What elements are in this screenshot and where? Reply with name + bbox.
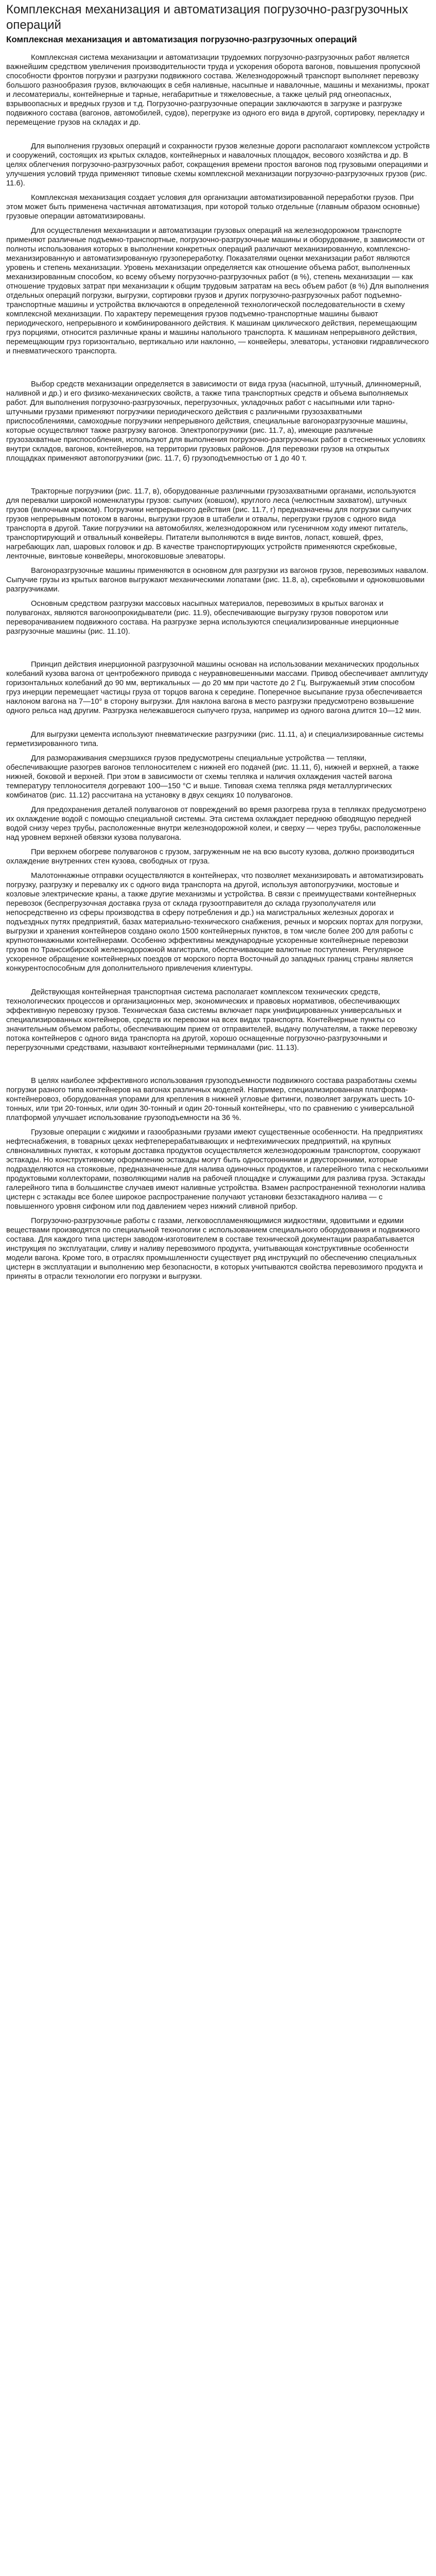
- paragraph: Малотоннажные отправки осуществляются в контейнерах, что позволяет механизировать и автоматизировать погрузку, разгрузку и перевалку их с одного вида транспорта на другой, используя автопогрузчики, мостовые и козловые электрические краны, а также другие механизмы и устройства. В связи с преимуществами контейнерных перевозок (беспрегрузочная доставка груза от склада грузоотправителя до склада грузополучателя или непосредственно из сферы производства в сферу потребления и др.) на магистральных железных дорогах и подъездных путях предприятий, базах материально-технического снабжения, речных и морских портах для погрузки, выгрузки и хранения контейнеров создано около 1500 контейнерных пунктов, в том числе более 200 для работы с крупнотоннажными контейнерами. Особенно эффективны международные ускоренные контейнерные перевозки грузов по Транссибирской железнодорожной магистрали, обеспечивающие валютные поступления. Регулярное ускоренное обращение контейнерных поездов от морского порта Восточный до западных границ страны является конкурентоспособным для дополнительного привлечения клиентуры.: [6, 872, 424, 973]
- paragraph: Погрузочно-разгрузочные работы с газами, легковоспламеняющимися жидкостями, ядовитыми и едкими веществами производятся по специальной технологии с использованием специального оборудования и подвижного состава. Для каждого типа цистерн заводом-изготовителем в составе технической документации разрабатывается инструкция по эксплуатации, сливу и наливу перевозимого продукта, учитывающая конструктивные особенности модели вагона. Кроме того, в отраслях промышленности существует ряд инструкций по обеспечению специальных цистерн в эксплуатации и выполнению мер безопасности, в которых учитываются свойства перевозимого продукта и приняты в отрасли технологии его погрузки и выгрузки.: [6, 1217, 423, 1281]
- paragraph: Вагоноразгрузочные машины применяются в основном для разгрузки из вагонов грузов, перевозимых навалом. Сыпучие грузы из крытых вагонов выгружают механическими лопатами (рис. 11.8, а), скребковыми и одноковшовыми разгрузчиками.: [6, 567, 429, 594]
- section-heading: Комплексная механизация и автоматизация погрузочно-разгрузочных операций: [6, 35, 357, 44]
- paragraph: При верхнем обогреве полувагонов с грузом, загруженным не на всю высоту кузова, должно производиться охлаждение внутренних стен кузова, свободных от груза.: [6, 848, 414, 866]
- paragraph: Грузовые операции с жидкими и газообразными грузами имеют существенные особенности. На предприятиях нефтеснабжения, в товарных цехах нефтеперерабатывающих и нефтехимических предприятий, на крупных слвноналивных пунктах, к которым доставка продуктов осуществляется железнодорожным транспортом, сооружают эстакады. Но конструктивному оформлению эстакады могут быть односторонними и двусторонними, которые подразделяются на стояковые, предназначенные для налива одиночных продуктов, и галерейного типа с несколькими продуктовыми коллекторами, позволяющими налив на рабочей площадке и служащими для разлива груза. Эстакады галерейного типа в большинстве случаев имеют наливные устройства. Взамен распространенной технологии налива цистерн с эстакады все более широкое распространение получают установки беззстакадного налива — с повышенного уровня сифоном или под давлением через нижний сливной прибор.: [6, 1128, 429, 1211]
- paragraph: Основным средством разгрузки массовых насыпных материалов, перевозимых в крытых вагонах и полувагонах, являются вагоноопрокидыватели (рис. 11.9), обеспечивающие выгрузку грузов поворотом или переворачиванием подвижного состава. На разгрузке зерна используются специализированные инерционные разгрузочные машины (рис. 11.10).: [6, 600, 399, 636]
- paragraph: Комплексная механизация создает условия для организации автоматизированной переработки грузов. При этом может быть применена частичная автоматизация, при которой только отдельные (главным образом основные) грузовые операции автоматизированы.: [6, 194, 420, 221]
- paragraph: Тракторные погрузчики (рис. 11.7, в), оборудованные различными грузозахватными органами, используются для перевалки широкой номенклатуры грузов: сыпучих (ковшом), круглого леса (челюстным захватом), штучных грузов (вилочным крюком). Погрузчики непрерывного действия (рис. 11.7, г) предназначены для погрузки сыпучих грузов непрерывным потоком в вагоны, выгрузки грузов в штабели и отвалы, перегрузки грузов с одного вида транспорта в другой. Такие погрузчики на автомобилях, железнодорожном или гусеничном ходу имеют питатель, транспортирующий и отвальный конвейеры. Питатели выполняются в виде винтов, лопаст, ковшей, фрез, нагребающих лап, шаровых головок и др. В качестве транспортирующих устройств применяются скребковые, ленточные, винтовые конвейеры, многоковшовые элеваторы.: [6, 487, 416, 561]
- paragraph: Для размораживания смерзшихся грузов предусмотрены специальные устройства — тепляки, обеспечивающие разогрев вагонов теплоносителем с нижней его подачей (рис. 11.11, б), нижней и верхней, а также нижней, боковой и верхней. При этом в зависимости от схемы тепляка и наличия охлаждения частей вагона температуру теплоносителя догревают 100—150 °С и выше. Типовая схема тепляка рядя металлургических комбинатов (рис. 11.12) рассчитана на установку в двух секциях 10 полувагонов.: [6, 754, 420, 800]
- paragraph: В целях наиболее эффективного использования грузоподъемности подвижного состава разработаны схемы погрузки разного типа контейнеров на вагонах различных моделей. Например, специализированная платформа-контейнеровоз, оборудованная упорами для крепления в нижней угловые фитинги, позволяет загружать шесть 10-тонных, или три 20-тонных, или один 30-тонный и один 20-тонный контейнеры, что по сравнению с универсальной платформой улучшает использование грузоподъемности на 36 %.: [6, 1077, 417, 1122]
- paragraph: Комплексная система механизации и автоматизации трудоемких погрузочно-разгрузочных работ является важнейшим средством увеличения производительности труда и ускорения оборота вагонов, повышения пропускной способности фронтов погрузки и разгрузки подвижного состава. Железнодорожный транспорт выполняет перевозку большого разнообразия грузов, включающих в себя наливные, насыпные и навалочные, машины и механизмы, прокат и лесоматериалы, контейнерные и тарные, негабаритные и тяжеловесные, а также целый ряд огнеопасных, взрывоопасных и вредных грузов и т.д. Погрузочно-разгрузочные операции заключаются в загрузке и разгрузке подвижного состава (вагонов, автомобилей, судов), перегрузке из одного его вида в другой, сортировку, перекладку и перемещение грузов на складах и др.: [6, 54, 430, 127]
- paragraph: Для предохранения деталей полувагонов от повреждений во время разогрева груза в тепляках предусмотрено их охлаждение водой с помощью специальной системы. Эта система охлаждает переднюю обводящую передней водой снизу через трубы, расположенные внутри железнодорожной колеи, и сверху — через трубы, расположенные над уровнем верхней обвязки кузова полувагона.: [6, 806, 426, 842]
- paragraph: Для выполнения грузовых операций и сохранности грузов железные дороги располагают комплексом устройств и сооружений, состоящих из крытых складов, контейнерных и навалочных площадок, весового хозяйства и др. В целях облегчения погрузочно-разгрузочных работ, сокращения времени простоя вагонов под грузовыми операциями и улучшения условий труда применяют типовые схемы комплексной механизации погрузочно-разгрузочных грузов (рис. 11.6).: [6, 142, 430, 188]
- paragraph: Для осуществления механизации и автоматизации грузовых операций на железнодорожном транспорте применяют различные подъемно-транспортные, погрузочно-разгрузочные машины и оборудование, в зависимости от полноты использования которых в выполнении конкретных операций различают механизированную, комплексно-механизированную и автоматизированную грузопереработку. Показателями оценки механизации работ являются уровень и степень механизации. Уровень механизации определяется как отношение объема работ, выполненных механизированным способом, ко всему объему погрузочно-разгрузочных работ (в %), степень механизации — как отношение трудовых затрат при механизации к общим трудовым затратам на весь объем работ (в %) Для выполнения отдельных операций погрузки, выгрузки, сортировки грузов и других погрузочно-разгрузочных работ подъемно-транспортные машины и устройства включаются в определенной технологической последовательности в схему комплексной механизации. По характеру перемещения грузов подъемно-транспортные машины бывают периодического, непрерывного и комбинированного действия. К машинам циклического действия, перемещающим груз порциями, относится различные краны и машины напольного транспорта. К машинам непрерывного действия, перемещающим груз горизонтально, вертикально или наклонно, — конвейеры, элеваторы, установки гидравлического и пневматического транспорта.: [6, 227, 429, 355]
- document-page: [0, 0, 436, 1281]
- paragraph: Действующая контейнерная транспортная система располагает комплексом технических средств, технологических процессов и организационных мер, экономических и правовых нормативов, обеспечивающих эффективную перевозку грузов. Техническая база системы включает парк унифицированных универсальных и специализированных контейнеров, средств их перевозки на всех видах транспорта. Контейнерные пункты со значительным объемом работы, обеспечивающим прием от отправителей, выдачу получателям, а также перевозку потока контейнеров с одного вида транспорта на другой, хорошо оснащенные погрузочно-разгрузочными и перегрузочными средствами, называют контейнерными терминалами (рис. 11.13).: [6, 988, 417, 1052]
- paragraph: Для выгрузки цемента используют пневматические разгрузчики (рис. 11.11, а) и специализированные системы герметизированного типа.: [6, 731, 424, 748]
- paragraph: Принцип действия инерционной разгрузочной машины основан на использовании механических продольных колебаний кузова вагона от центробежного привода с неуравновешенными массами. Привод обеспечивает амплитуду горизонтальных колебаний до 90 мм, вертикальных — до 20 мм при частоте до 2 Гц. Выгружаемый этим способом груз инерции перемещает частицы груза от торцов вагона к середине. Поперечное высыпание груза обеспечивается наклоном вагона на 7—10° в сторону выгрузки. Для наклона вагона в место разгрузки предусмотрено возвышение одного рельса над другим. Разгрузка нележавшегося сыпучего груза, например из одного вагона длится 10—12 мин.: [6, 660, 428, 715]
- page-title: Комплексная механизация и автоматизация погрузочно-разгрузочных операций: [6, 3, 408, 32]
- paragraph: Выбор средств механизации определяется в зависимости от вида груза (насыпной, штучный, длинномерный, наливной и др.) и его физико-механических свойств, а также типа транспортных средств и объема выполняемых работ. Для выполнения погрузочно-разгрузочных, перегрузочных, укладочных работ с насыпными или тарно-штучными грузами применяют погрузчики периодического действия с различными грузозахватными приспособлениями, самоходные погрузчики непрерывного действия, специальные вагоноразгрузочные машины, которые осуществляют также разгрузку вагонов. Электропогрузчики (рис. 11.7, а), имеющие различные грузозахватные приспособления, используют для выполнения погрузочно-разгрузочных работ в стесненных условиях внутри складов, вагонов, контейнеров, на территории грузовых районов. Для перевозки грузов на открытых площадках применяют автопогрузчики (рис. 11.7, б) грузоподъемностью от 1 до 40 т.: [6, 380, 426, 463]
